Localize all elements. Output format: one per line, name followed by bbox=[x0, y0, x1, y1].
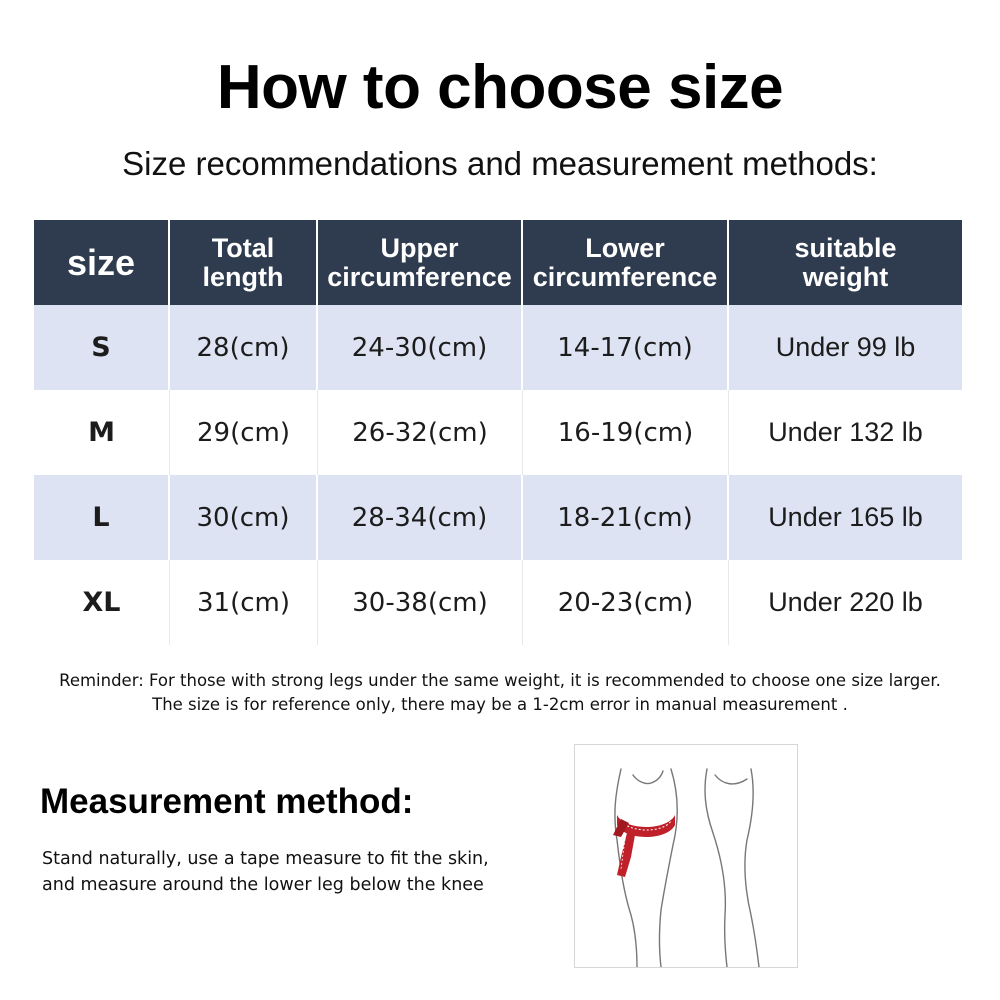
header-line: Upper bbox=[380, 232, 459, 263]
measurement-method-line-2: and measure around the lower leg below the knee bbox=[42, 875, 484, 895]
measurement-method-line-1: Stand naturally, use a tape measure to fit the skin, bbox=[42, 849, 489, 869]
lower-circumference-cell: 20-23(cm) bbox=[523, 560, 729, 645]
header-line: Total bbox=[211, 232, 275, 263]
upper-circumference-cell: 24-30(cm) bbox=[318, 305, 523, 390]
weight-cell: Under 132 lb bbox=[729, 390, 962, 475]
reminder-line-1: Reminder: For those with strong legs under the same weight, it is recommended to choose one size larger. bbox=[59, 671, 941, 690]
total-length-cell: 28(cm) bbox=[170, 305, 318, 390]
size-cell: XL bbox=[34, 560, 170, 645]
header-line: length bbox=[202, 261, 284, 292]
header-size bbox=[34, 220, 170, 305]
upper-circumference-cell: 30-38(cm) bbox=[318, 560, 523, 645]
total-length-cell: 31(cm) bbox=[170, 560, 318, 645]
header-line: circumference bbox=[327, 261, 512, 292]
table-row bbox=[34, 305, 962, 390]
measurement-method-title: Measurement method: bbox=[40, 782, 414, 821]
size-cell: M bbox=[34, 390, 170, 475]
header-total-length bbox=[170, 220, 318, 305]
leg-measure-illustration bbox=[574, 744, 798, 968]
size-chart-table bbox=[34, 220, 962, 645]
header-lower-circumference bbox=[523, 220, 729, 305]
header-line: size bbox=[66, 242, 136, 283]
weight-cell: Under 99 lb bbox=[729, 305, 962, 390]
weight-cell: Under 165 lb bbox=[729, 475, 962, 560]
header-line: circumference bbox=[532, 261, 718, 292]
table-row bbox=[34, 560, 962, 645]
upper-circumference-cell: 28-34(cm) bbox=[318, 475, 523, 560]
size-cell: S bbox=[34, 305, 170, 390]
page-subtitle: Size recommendations and measurement methods: bbox=[122, 145, 878, 182]
table-header-row bbox=[34, 220, 962, 305]
table-row bbox=[34, 475, 962, 560]
total-length-cell: 29(cm) bbox=[170, 390, 318, 475]
header-line: suitable bbox=[794, 232, 897, 263]
lower-circumference-cell: 14-17(cm) bbox=[523, 305, 729, 390]
total-length-cell: 30(cm) bbox=[170, 475, 318, 560]
header-suitable-weight bbox=[729, 220, 962, 305]
header-line: Lower bbox=[585, 232, 665, 263]
size-cell: L bbox=[34, 475, 170, 560]
lower-circumference-cell: 18-21(cm) bbox=[523, 475, 729, 560]
upper-circumference-cell: 26-32(cm) bbox=[318, 390, 523, 475]
weight-cell: Under 220 lb bbox=[729, 560, 962, 645]
page-title: How to choose size bbox=[216, 53, 784, 122]
header-upper-circumference bbox=[318, 220, 523, 305]
lower-circumference-cell: 16-19(cm) bbox=[523, 390, 729, 475]
leg-measure-icon bbox=[575, 745, 797, 967]
reminder-line-2: The size is for reference only, there may be a 1-2cm error in manual measurement . bbox=[152, 695, 848, 714]
header-line: weight bbox=[802, 261, 889, 292]
table-row bbox=[34, 390, 962, 475]
